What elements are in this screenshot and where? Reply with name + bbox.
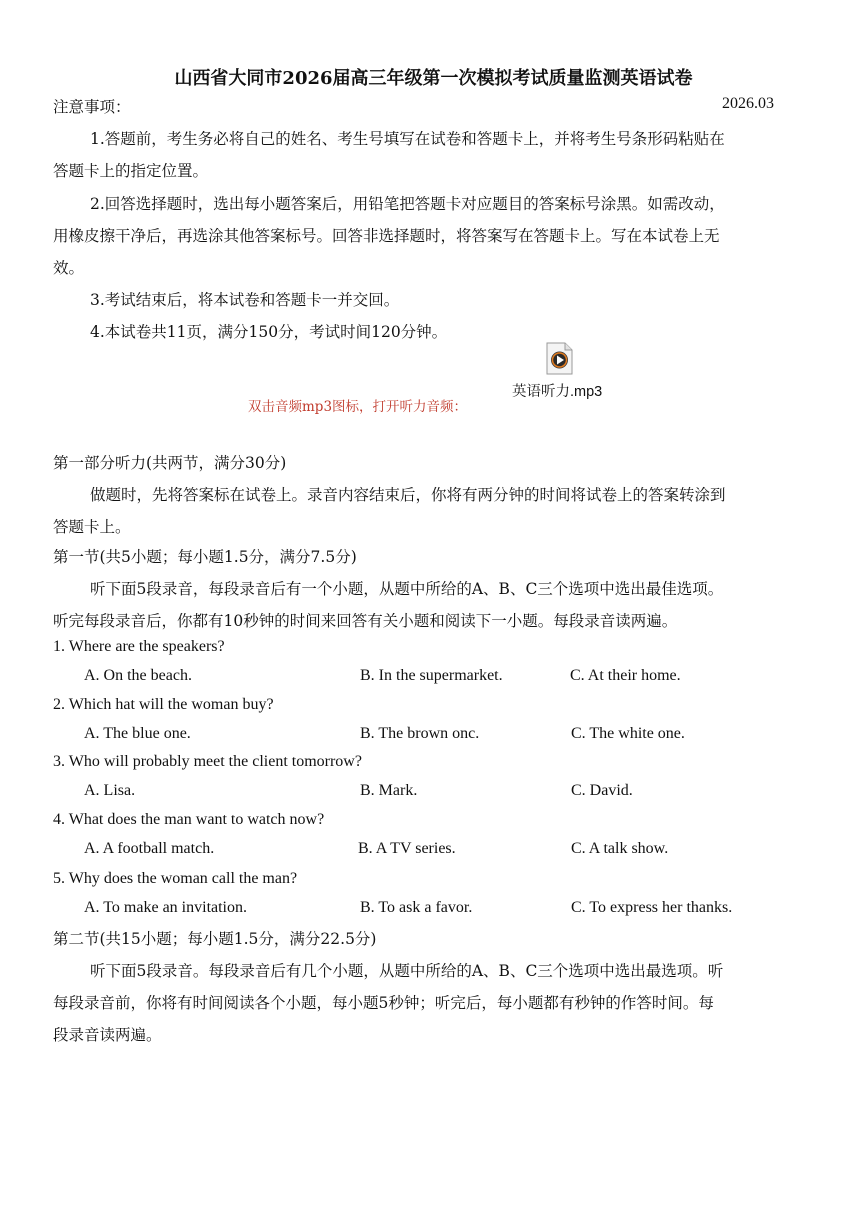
notice-line: 2.回答选择题时，选出每小题答案后，用铅笔把答题卡对应题目的答案标号涂黑。如需改动，	[90, 195, 725, 213]
option-c: C. To express her thanks.	[571, 899, 733, 916]
option-b: B. To ask a favor.	[360, 899, 473, 916]
section2-intro: 听下面5段录音。每段录音后有几个小题，从题中所给的A、B、C三个选项中选出最选项。听	[90, 962, 724, 980]
notice-line: 3.考试结束后，将本试卷和答题卡一并交回。	[90, 291, 400, 309]
question-stem: 2. Which hat will the woman buy?	[53, 696, 274, 713]
audio-file-name[interactable]: 英语听力.mp3	[512, 384, 603, 400]
notice-line: 1.答题前，考生务必将自己的姓名、考生号填写在试卷和答题卡上，并将考生号条形码粘贴在	[90, 130, 725, 148]
option-a: A. A football match.	[84, 840, 215, 857]
page-title: 山西省大同市2026届高三年级第一次模拟考试质量监测英语试卷	[174, 68, 693, 89]
part1-intro: 做题时，先将答案标在试卷上。录音内容结束后，你将有两分钟的时间将试卷上的答案转涂到	[90, 486, 726, 504]
question-stem: 3. Who will probably meet the client tomorrow?	[53, 753, 362, 770]
option-a: A. Lisa.	[84, 782, 136, 799]
section2-intro: 每段录音前，你将有时间阅读各个小题，每小题5秒钟；听完后，每小题都有秒钟的作答时间。每	[53, 994, 714, 1012]
option-c: C. David.	[571, 782, 633, 799]
audio-hint: 双击音频mp3图标，打开听力音频：	[248, 399, 468, 415]
option-b: B. In the supermarket.	[360, 667, 503, 684]
notice-line: 答题卡上的指定位置。	[53, 162, 209, 180]
option-b: B. A TV series.	[358, 840, 456, 857]
section2-heading: 第二节(共15小题；每小题1.5分，满分22.5分)	[53, 930, 377, 948]
exam-date: 2026.03	[722, 95, 774, 112]
audio-file-play-icon[interactable]	[546, 342, 573, 375]
question-stem: 1. Where are the speakers?	[53, 638, 225, 655]
section2-intro: 段录音读两遍。	[53, 1026, 162, 1044]
part1-intro: 答题卡上。	[53, 518, 131, 536]
notice-line: 4.本试卷共11页，满分150分，考试时间120分钟。	[90, 323, 448, 341]
section1-intro: 听完每段录音后，你都有10秒钟的时间来回答有关小题和阅读下一小题。每段录音读两遍。	[53, 612, 678, 630]
option-b: B. The brown onc.	[360, 725, 480, 742]
notice-line: 用橡皮擦干净后，再选涂其他答案标号。回答非选择题时，将答案写在答题卡上。写在本试卷上无	[53, 227, 720, 245]
option-a: A. The blue one.	[84, 725, 191, 742]
option-c: C. The white one.	[571, 725, 685, 742]
option-c: C. At their home.	[570, 667, 681, 684]
option-b: B. Mark.	[360, 782, 418, 799]
option-a: A. To make an invitation.	[84, 899, 247, 916]
notice-label: 注意事项：	[53, 98, 131, 116]
section1-intro: 听下面5段录音，每段录音后有一个小题，从题中所给的A、B、C三个选项中选出最佳选项。	[90, 580, 724, 598]
question-stem: 4. What does the man want to watch now?	[53, 811, 325, 828]
part1-heading: 第一部分听力(共两节，满分30分)	[53, 454, 287, 472]
notice-line: 效。	[53, 259, 85, 277]
section1-heading: 第一节(共5小题；每小题1.5分，满分7.5分)	[53, 548, 357, 566]
option-c: C. A talk show.	[571, 840, 669, 857]
option-a: A. On the beach.	[84, 667, 192, 684]
question-stem: 5. Why does the woman call the man?	[53, 870, 298, 887]
